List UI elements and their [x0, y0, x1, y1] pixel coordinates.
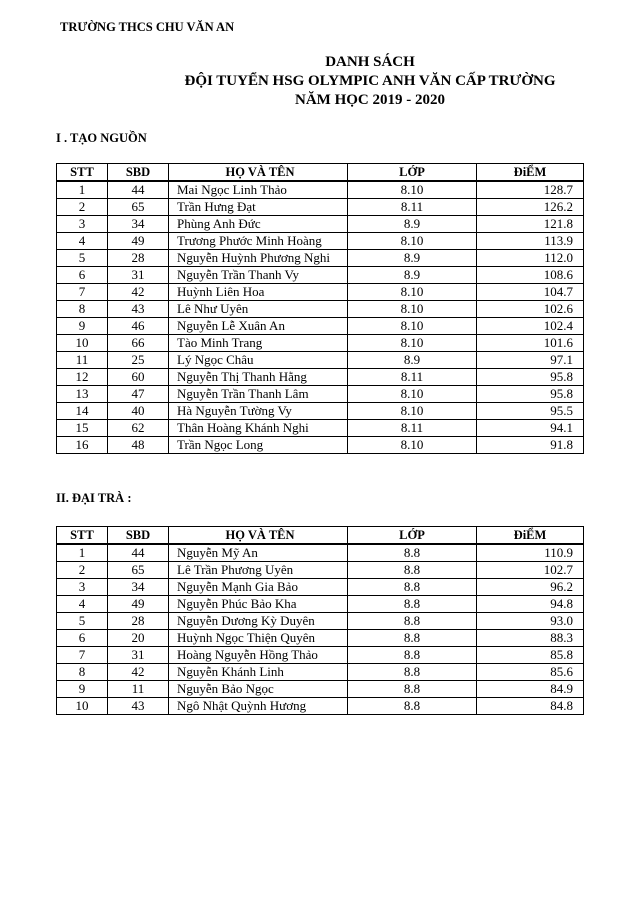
cell-sbd: 43 — [108, 301, 169, 318]
table-row — [57, 403, 584, 420]
cell-diem: 121.8 — [477, 216, 584, 233]
table-row — [57, 647, 584, 664]
cell-stt: 6 — [57, 630, 108, 647]
cell-diem: 84.8 — [477, 698, 584, 715]
cell-sbd: 31 — [108, 647, 169, 664]
cell-sbd: 43 — [108, 698, 169, 715]
cell-stt: 14 — [57, 403, 108, 420]
cell-diem: 95.5 — [477, 403, 584, 420]
cell-lop: 8.10 — [348, 386, 477, 403]
table-row — [57, 233, 584, 250]
section1-table — [56, 163, 584, 454]
cell-lop: 8.9 — [348, 267, 477, 284]
cell-name: Hoàng Nguyễn Hồng Thảo — [169, 647, 348, 664]
table-row — [57, 301, 584, 318]
cell-stt: 7 — [57, 647, 108, 664]
cell-name: Nguyễn Mạnh Gia Bảo — [169, 579, 348, 596]
cell-name: Lê Trần Phương Uyên — [169, 562, 348, 579]
section2-table — [56, 526, 584, 715]
cell-stt: 8 — [57, 301, 108, 318]
header-stt: STT — [57, 164, 108, 182]
cell-sbd: 40 — [108, 403, 169, 420]
cell-sbd: 25 — [108, 352, 169, 369]
table-row — [57, 613, 584, 630]
cell-diem: 94.1 — [477, 420, 584, 437]
table-row — [57, 630, 584, 647]
cell-lop: 8.10 — [348, 284, 477, 301]
cell-lop: 8.10 — [348, 437, 477, 454]
cell-name: Nguyễn Mỹ An — [169, 544, 348, 562]
cell-sbd: 48 — [108, 437, 169, 454]
header-stt: STT — [57, 527, 108, 545]
table-row — [57, 698, 584, 715]
cell-diem: 93.0 — [477, 613, 584, 630]
cell-lop: 8.8 — [348, 681, 477, 698]
table-row — [57, 267, 584, 284]
cell-diem: 128.7 — [477, 181, 584, 199]
document-title: DANH SÁCH — [325, 54, 415, 70]
cell-name: Nguyễn Trần Thanh Lâm — [169, 386, 348, 403]
cell-sbd: 65 — [108, 562, 169, 579]
school-name: TRƯỜNG THCS CHU VĂN AN — [60, 20, 235, 34]
cell-sbd: 42 — [108, 284, 169, 301]
cell-stt: 4 — [57, 596, 108, 613]
cell-sbd: 66 — [108, 335, 169, 352]
cell-name: Nguyễn Lễ Xuân An — [169, 318, 348, 335]
cell-stt: 2 — [57, 199, 108, 216]
cell-stt: 15 — [57, 420, 108, 437]
table-row — [57, 664, 584, 681]
cell-sbd: 49 — [108, 233, 169, 250]
cell-sbd: 60 — [108, 369, 169, 386]
cell-diem: 84.9 — [477, 681, 584, 698]
cell-sbd: 62 — [108, 420, 169, 437]
cell-name: Trần Ngọc Long — [169, 437, 348, 454]
table-header-row — [57, 527, 584, 545]
table-row — [57, 369, 584, 386]
cell-name: Hà Nguyễn Tường Vy — [169, 403, 348, 420]
cell-lop: 8.8 — [348, 664, 477, 681]
cell-stt: 9 — [57, 681, 108, 698]
cell-stt: 10 — [57, 698, 108, 715]
table-row — [57, 181, 584, 199]
cell-lop: 8.10 — [348, 301, 477, 318]
cell-name: Thân Hoàng Khánh Nghi — [169, 420, 348, 437]
cell-diem: 126.2 — [477, 199, 584, 216]
cell-lop: 8.8 — [348, 613, 477, 630]
cell-name: Tào Minh Trang — [169, 335, 348, 352]
table-row — [57, 420, 584, 437]
cell-sbd: 42 — [108, 664, 169, 681]
cell-diem: 91.8 — [477, 437, 584, 454]
cell-name: Huỳnh Liên Hoa — [169, 284, 348, 301]
cell-name: Lý Ngọc Châu — [169, 352, 348, 369]
cell-name: Mai Ngọc Linh Thảo — [169, 181, 348, 199]
table-row — [57, 318, 584, 335]
cell-sbd: 46 — [108, 318, 169, 335]
cell-diem: 102.4 — [477, 318, 584, 335]
cell-name: Trương Phước Minh Hoàng — [169, 233, 348, 250]
cell-name: Nguyễn Dương Kỳ Duyên — [169, 613, 348, 630]
cell-stt: 9 — [57, 318, 108, 335]
cell-sbd: 44 — [108, 181, 169, 199]
cell-diem: 102.7 — [477, 562, 584, 579]
school-year: NĂM HỌC 2019 - 2020 — [295, 92, 445, 108]
cell-name: Trần Hưng Đạt — [169, 199, 348, 216]
table-row — [57, 199, 584, 216]
cell-sbd: 49 — [108, 596, 169, 613]
cell-lop: 8.8 — [348, 630, 477, 647]
cell-name: Nguyễn Trần Thanh Vy — [169, 267, 348, 284]
cell-lop: 8.8 — [348, 544, 477, 562]
header-name: HỌ VÀ TÊN — [169, 527, 348, 545]
cell-diem: 97.1 — [477, 352, 584, 369]
cell-name: Nguyễn Phúc Bảo Kha — [169, 596, 348, 613]
cell-sbd: 34 — [108, 216, 169, 233]
table-row — [57, 596, 584, 613]
cell-stt: 4 — [57, 233, 108, 250]
cell-lop: 8.10 — [348, 181, 477, 199]
cell-lop: 8.9 — [348, 250, 477, 267]
cell-sbd: 47 — [108, 386, 169, 403]
table-row — [57, 386, 584, 403]
cell-stt: 8 — [57, 664, 108, 681]
cell-diem: 112.0 — [477, 250, 584, 267]
table-row — [57, 437, 584, 454]
header-diem: ĐiỂM — [477, 164, 584, 182]
cell-stt: 2 — [57, 562, 108, 579]
cell-stt: 6 — [57, 267, 108, 284]
cell-sbd: 65 — [108, 199, 169, 216]
cell-lop: 8.11 — [348, 199, 477, 216]
cell-diem: 108.6 — [477, 267, 584, 284]
cell-lop: 8.11 — [348, 420, 477, 437]
table-row — [57, 284, 584, 301]
cell-lop: 8.10 — [348, 403, 477, 420]
cell-lop: 8.9 — [348, 352, 477, 369]
cell-sbd: 28 — [108, 250, 169, 267]
cell-stt: 13 — [57, 386, 108, 403]
header-sbd: SBD — [108, 164, 169, 182]
cell-stt: 1 — [57, 181, 108, 199]
cell-diem: 101.6 — [477, 335, 584, 352]
cell-lop: 8.8 — [348, 579, 477, 596]
cell-stt: 3 — [57, 579, 108, 596]
section1-heading: I . TẠO NGUỒN — [56, 131, 147, 145]
header-lop: LỚP — [348, 527, 477, 545]
cell-sbd: 28 — [108, 613, 169, 630]
table-row — [57, 562, 584, 579]
table-row — [57, 352, 584, 369]
cell-lop: 8.10 — [348, 318, 477, 335]
table-row — [57, 544, 584, 562]
cell-diem: 88.3 — [477, 630, 584, 647]
cell-stt: 10 — [57, 335, 108, 352]
document-subtitle: ĐỘI TUYỂN HSG OLYMPIC ANH VĂN CẤP TRƯỜNG — [184, 73, 556, 89]
cell-name: Nguyễn Thị Thanh Hằng — [169, 369, 348, 386]
cell-diem: 85.6 — [477, 664, 584, 681]
cell-name: Ngô Nhật Quỳnh Hương — [169, 698, 348, 715]
cell-sbd: 34 — [108, 579, 169, 596]
cell-lop: 8.8 — [348, 596, 477, 613]
cell-lop: 8.8 — [348, 647, 477, 664]
cell-diem: 104.7 — [477, 284, 584, 301]
cell-diem: 102.6 — [477, 301, 584, 318]
header-name: HỌ VÀ TÊN — [169, 164, 348, 182]
cell-diem: 85.8 — [477, 647, 584, 664]
section2-heading: II. ĐẠI TRÀ : — [56, 491, 132, 505]
cell-name: Huỳnh Ngọc Thiện Quyên — [169, 630, 348, 647]
header-diem: ĐiỂM — [477, 527, 584, 545]
cell-lop: 8.8 — [348, 562, 477, 579]
cell-lop: 8.11 — [348, 369, 477, 386]
cell-diem: 110.9 — [477, 544, 584, 562]
table-header-row — [57, 164, 584, 182]
table-row — [57, 250, 584, 267]
cell-stt: 7 — [57, 284, 108, 301]
cell-diem: 95.8 — [477, 369, 584, 386]
header-sbd: SBD — [108, 527, 169, 545]
cell-stt: 5 — [57, 250, 108, 267]
cell-sbd: 31 — [108, 267, 169, 284]
cell-sbd: 44 — [108, 544, 169, 562]
cell-stt: 3 — [57, 216, 108, 233]
cell-stt: 5 — [57, 613, 108, 630]
cell-stt: 1 — [57, 544, 108, 562]
cell-lop: 8.8 — [348, 698, 477, 715]
table-row — [57, 335, 584, 352]
cell-diem: 95.8 — [477, 386, 584, 403]
cell-name: Nguyễn Khánh Linh — [169, 664, 348, 681]
cell-sbd: 11 — [108, 681, 169, 698]
cell-name: Phùng Anh Đức — [169, 216, 348, 233]
table-row — [57, 579, 584, 596]
cell-name: Nguyễn Bảo Ngọc — [169, 681, 348, 698]
cell-sbd: 20 — [108, 630, 169, 647]
cell-stt: 11 — [57, 352, 108, 369]
cell-name: Lê Như Uyên — [169, 301, 348, 318]
cell-diem: 94.8 — [477, 596, 584, 613]
table-row — [57, 216, 584, 233]
cell-diem: 96.2 — [477, 579, 584, 596]
cell-lop: 8.10 — [348, 233, 477, 250]
cell-lop: 8.10 — [348, 335, 477, 352]
cell-diem: 113.9 — [477, 233, 584, 250]
cell-stt: 16 — [57, 437, 108, 454]
cell-lop: 8.9 — [348, 216, 477, 233]
header-lop: LỚP — [348, 164, 477, 182]
cell-stt: 12 — [57, 369, 108, 386]
cell-name: Nguyễn Huỳnh Phương Nghi — [169, 250, 348, 267]
table-row — [57, 681, 584, 698]
